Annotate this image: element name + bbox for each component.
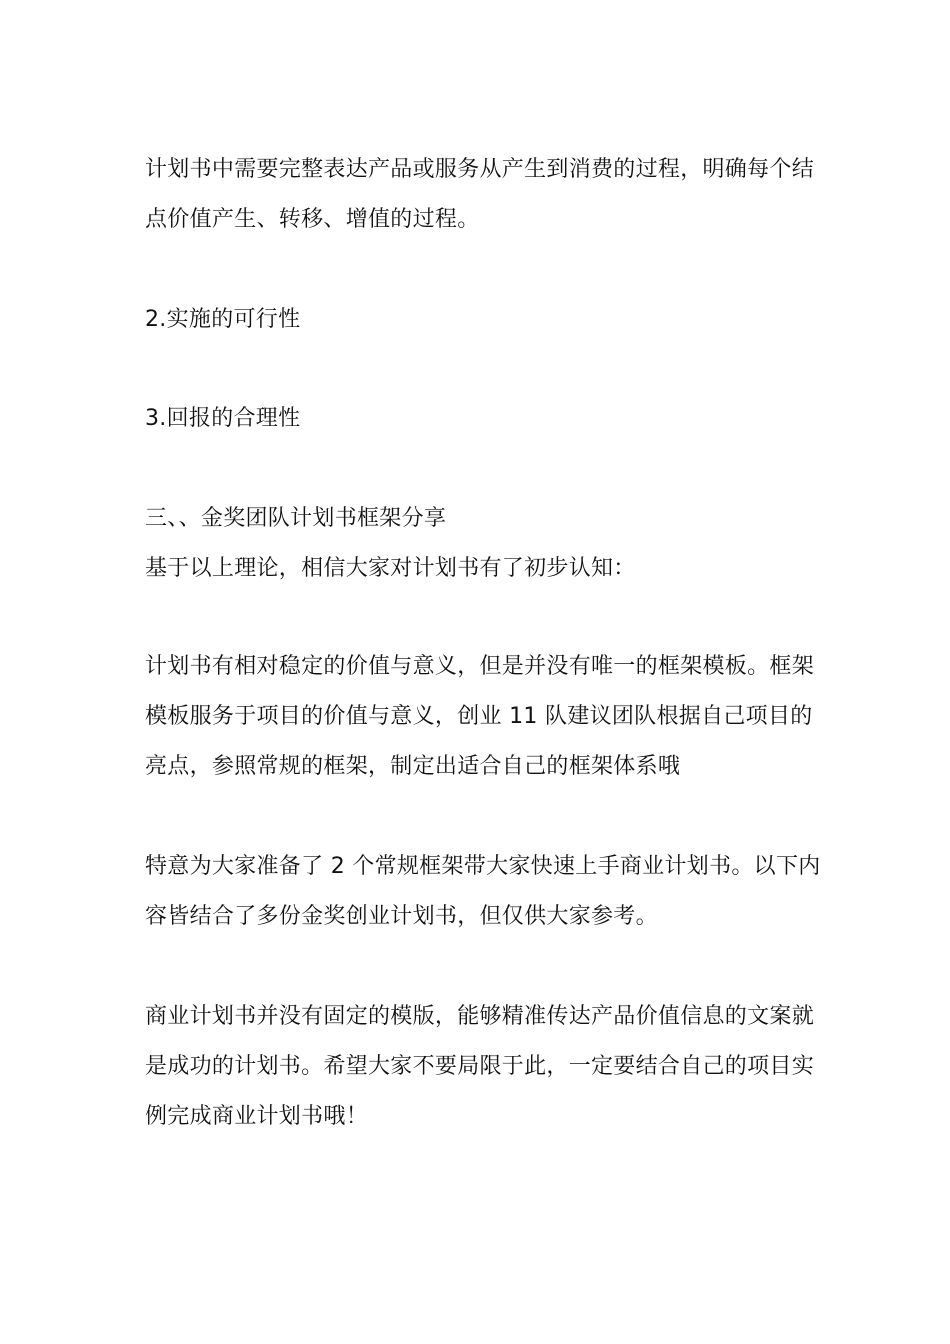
paragraph-4-line-2: 是成功的计划书。希望大家不要局限于此，一定要结合自己的项目实	[145, 1054, 815, 1079]
paragraph-2-line-2: 模板服务于项目的价值与意义，创业 11 队建议团队根据自己项目的	[145, 704, 813, 729]
intro-line: 基于以上理论，相信大家对计划书有了初步认知：	[145, 556, 636, 581]
paragraph-2-line-1: 计划书有相对稳定的价值与意义，但是并没有唯一的框架模板。框架	[145, 654, 815, 679]
paragraph-3-line-1: 特意为大家准备了 2 个常规框架带大家快速上手商业计划书。以下内	[145, 854, 821, 879]
paragraph-3-line-2: 容皆结合了多份金奖创业计划书，但仅供大家参考。	[145, 904, 658, 929]
list-item-3: 3.回报的合理性	[145, 406, 301, 431]
list-item-2: 2.实施的可行性	[145, 307, 301, 332]
paragraph-4-line-3: 例完成商业计划书哦！	[145, 1104, 369, 1129]
paragraph-2-line-3: 亮点，参照常规的框架，制定出适合自己的框架体系哦	[145, 754, 681, 779]
paragraph-1-line-2: 点价值产生、转移、增值的过程。	[145, 207, 480, 232]
paragraph-4-line-1: 商业计划书并没有固定的模版，能够精准传达产品价值信息的文案就	[145, 1004, 815, 1029]
section-heading: 三、、金奖团队计划书框架分享	[145, 506, 447, 531]
paragraph-1-line-1: 计划书中需要完整表达产品或服务从产生到消费的过程，明确每个结	[145, 157, 815, 182]
